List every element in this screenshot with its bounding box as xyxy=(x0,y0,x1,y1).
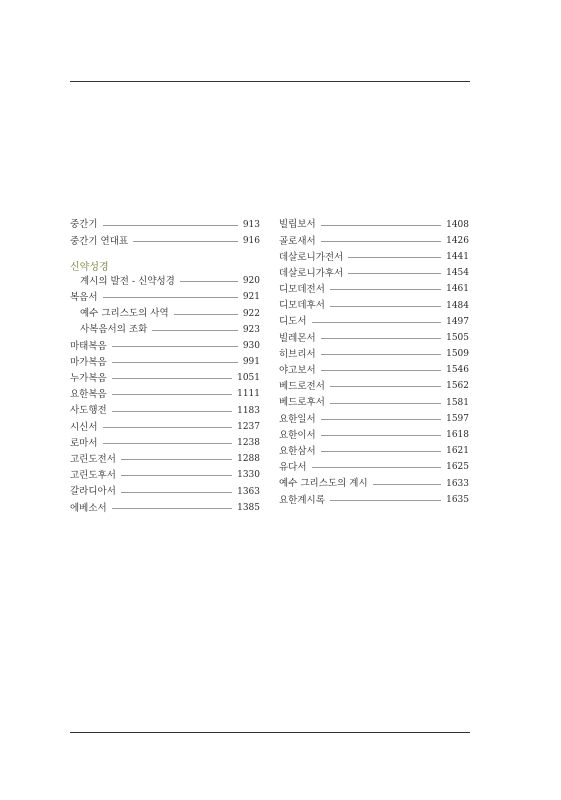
toc-entry[interactable] xyxy=(70,484,260,500)
toc-entry[interactable] xyxy=(70,500,260,516)
dot-leader xyxy=(121,475,232,476)
toc-entry-title: 히브리서 xyxy=(279,348,316,360)
toc-left-top-group xyxy=(70,217,260,249)
dot-leader xyxy=(321,435,441,436)
dot-leader xyxy=(321,451,441,452)
toc-entry[interactable] xyxy=(279,427,469,443)
toc-entry-title: 골로새서 xyxy=(279,235,316,247)
toc-entry-page-number: 1183 xyxy=(237,405,260,416)
top-rule xyxy=(70,81,470,82)
dot-leader xyxy=(112,346,238,347)
toc-entry-page-number: 1288 xyxy=(237,454,260,465)
toc-entry[interactable] xyxy=(279,395,469,411)
toc-entry-title: 예수 그리스도의 사역 xyxy=(80,308,169,320)
dot-leader xyxy=(174,314,238,315)
toc-entry-page-number: 916 xyxy=(242,235,260,246)
toc-entry-page-number: 1461 xyxy=(446,284,469,295)
toc-left-main-group xyxy=(70,274,260,517)
dot-leader xyxy=(330,386,441,387)
toc-entry[interactable] xyxy=(279,347,469,363)
toc-entry-page-number: 1454 xyxy=(446,268,469,279)
dot-leader xyxy=(312,322,442,323)
toc-entry[interactable] xyxy=(70,233,260,249)
toc-entry-page-number: 1484 xyxy=(446,300,469,311)
toc-entry[interactable] xyxy=(279,492,469,508)
dot-leader xyxy=(321,419,441,420)
toc-entry-page-number: 1441 xyxy=(446,251,469,262)
toc-entry-title: 유다서 xyxy=(279,462,307,474)
toc-entry[interactable] xyxy=(279,476,469,492)
toc-entry[interactable] xyxy=(70,322,260,338)
toc-entry[interactable] xyxy=(70,435,260,451)
toc-entry[interactable] xyxy=(70,355,260,371)
toc-left-column xyxy=(70,217,260,516)
toc-entry[interactable] xyxy=(70,403,260,419)
toc-entry[interactable] xyxy=(70,419,260,435)
dot-leader xyxy=(321,338,441,339)
toc-entry-page-number: 1497 xyxy=(446,316,469,327)
toc-entry-page-number: 1633 xyxy=(446,478,469,489)
toc-entry-title: 예수 그리스도의 계시 xyxy=(279,478,368,490)
toc-entry-page-number: 1621 xyxy=(446,446,469,457)
section-title: 신약성경 xyxy=(70,261,109,273)
toc-entry-page-number: 1111 xyxy=(237,389,260,400)
dot-leader xyxy=(103,443,233,444)
toc-entry-page-number: 920 xyxy=(242,276,260,287)
dot-leader xyxy=(103,427,233,428)
toc-entry-title: 디모데전서 xyxy=(279,284,325,296)
toc-entry-page-number: 1426 xyxy=(446,235,469,246)
toc-entry[interactable] xyxy=(70,290,260,306)
toc-entry-title: 고린도후서 xyxy=(70,470,116,482)
toc-entry-page-number: 1385 xyxy=(237,502,260,513)
toc-entry[interactable] xyxy=(70,387,260,403)
toc-entry-page-number: 1051 xyxy=(237,373,260,384)
toc-right-group xyxy=(279,217,469,508)
toc-entry-title: 베드로전서 xyxy=(279,381,325,393)
toc-entry[interactable] xyxy=(279,330,469,346)
toc-entry-title: 요한일서 xyxy=(279,413,316,425)
toc-entry-title: 로마서 xyxy=(70,437,98,449)
dot-leader xyxy=(348,257,441,258)
toc-entry-page-number: 1408 xyxy=(446,219,469,230)
toc-entry-page-number: 1363 xyxy=(237,486,260,497)
toc-entry-title: 야고보서 xyxy=(279,365,316,377)
toc-entry-title: 중간기 xyxy=(70,219,98,231)
dot-leader xyxy=(121,459,232,460)
dot-leader xyxy=(330,306,441,307)
dot-leader xyxy=(103,225,238,226)
toc-entry[interactable] xyxy=(279,282,469,298)
toc-entry-title: 요한이서 xyxy=(279,429,316,441)
toc-entry-page-number: 1505 xyxy=(446,332,469,343)
toc-entry-title: 시신서 xyxy=(70,421,98,433)
dot-leader xyxy=(373,484,441,485)
toc-entry-title: 요한삼서 xyxy=(279,445,316,457)
toc-entry-page-number: 921 xyxy=(242,292,260,303)
toc-entry[interactable] xyxy=(279,266,469,282)
toc-entry-page-number: 991 xyxy=(242,357,260,368)
toc-entry-page-number: 1509 xyxy=(446,349,469,360)
toc-entry[interactable] xyxy=(279,460,469,476)
toc-entry-title: 빌레몬서 xyxy=(279,332,316,344)
dot-leader xyxy=(330,289,441,290)
dot-leader xyxy=(312,467,442,468)
toc-entry[interactable] xyxy=(279,314,469,330)
toc-entry-page-number: 913 xyxy=(242,219,260,230)
dot-leader xyxy=(321,354,441,355)
dot-leader xyxy=(112,394,232,395)
toc-entry-title: 에베소서 xyxy=(70,502,107,514)
toc-entry-page-number: 930 xyxy=(242,340,260,351)
toc-entry-page-number: 1562 xyxy=(446,381,469,392)
toc-entry-page-number: 1581 xyxy=(446,397,469,408)
toc-entry-page-number: 1237 xyxy=(237,421,260,432)
toc-right-column xyxy=(279,217,469,508)
toc-entry-title: 사복음서의 조화 xyxy=(80,324,148,336)
dot-leader xyxy=(152,330,238,331)
toc-entry-title: 데살로니가후서 xyxy=(279,267,344,279)
dot-leader xyxy=(330,500,441,501)
toc-entry-page-number: 1625 xyxy=(446,462,469,473)
toc-entry[interactable] xyxy=(70,217,260,233)
toc-entry[interactable] xyxy=(70,274,260,290)
toc-entry[interactable] xyxy=(279,249,469,265)
toc-entry-title: 중간기 연대표 xyxy=(70,235,129,247)
dot-leader xyxy=(112,378,232,379)
toc-entry-title: 마태복음 xyxy=(70,340,107,352)
toc-entry[interactable] xyxy=(279,233,469,249)
toc-entry-title: 갈라디아서 xyxy=(70,486,116,498)
toc-entry-page-number: 1330 xyxy=(237,470,260,481)
toc-entry[interactable] xyxy=(279,379,469,395)
dot-leader xyxy=(133,241,238,242)
dot-leader xyxy=(112,411,232,412)
toc-entry-page-number: 922 xyxy=(242,308,260,319)
dot-leader xyxy=(321,370,441,371)
toc-entry[interactable] xyxy=(70,468,260,484)
toc-entry-title: 요한복음 xyxy=(70,389,107,401)
toc-entry-title: 고린도전서 xyxy=(70,453,116,465)
toc-entry[interactable] xyxy=(70,306,260,322)
toc-entry-page-number: 1238 xyxy=(237,438,260,449)
toc-entry-page-number: 1597 xyxy=(446,413,469,424)
toc-entry[interactable] xyxy=(279,444,469,460)
toc-entry-page-number: 923 xyxy=(242,324,260,335)
toc-entry-page-number: 1618 xyxy=(446,430,469,441)
dot-leader xyxy=(121,492,232,493)
toc-entry-title: 요한계시록 xyxy=(279,494,325,506)
toc-entry-title: 사도행전 xyxy=(70,405,107,417)
dot-leader xyxy=(321,241,441,242)
dot-leader xyxy=(112,508,232,509)
toc-entry-title: 데살로니가전서 xyxy=(279,251,344,263)
dot-leader xyxy=(321,225,441,226)
toc-entry-page-number: 1635 xyxy=(446,494,469,505)
toc-entry[interactable] xyxy=(279,411,469,427)
dot-leader xyxy=(348,273,441,274)
dot-leader xyxy=(180,281,238,282)
toc-entry[interactable] xyxy=(70,371,260,387)
dot-leader xyxy=(103,297,238,298)
toc-entry-title: 계시의 발전 - 신약성경 xyxy=(80,275,175,287)
toc-entry-title: 누가복음 xyxy=(70,373,107,385)
toc-entry-title: 디모데후서 xyxy=(279,300,325,312)
dot-leader xyxy=(112,362,238,363)
bottom-rule xyxy=(70,732,470,733)
toc-entry-title: 복음서 xyxy=(70,292,98,304)
toc-entry-title: 빌립보서 xyxy=(279,219,316,231)
toc-entry[interactable] xyxy=(70,338,260,354)
dot-leader xyxy=(330,403,441,404)
toc-entry-title: 디도서 xyxy=(279,316,307,328)
toc-entry[interactable] xyxy=(279,217,469,233)
toc-entry-page-number: 1546 xyxy=(446,365,469,376)
toc-entry-title: 베드로후서 xyxy=(279,397,325,409)
toc-entry[interactable] xyxy=(279,363,469,379)
toc-entry-title: 마가복음 xyxy=(70,356,107,368)
toc-entry[interactable] xyxy=(279,298,469,314)
toc-entry[interactable] xyxy=(70,452,260,468)
